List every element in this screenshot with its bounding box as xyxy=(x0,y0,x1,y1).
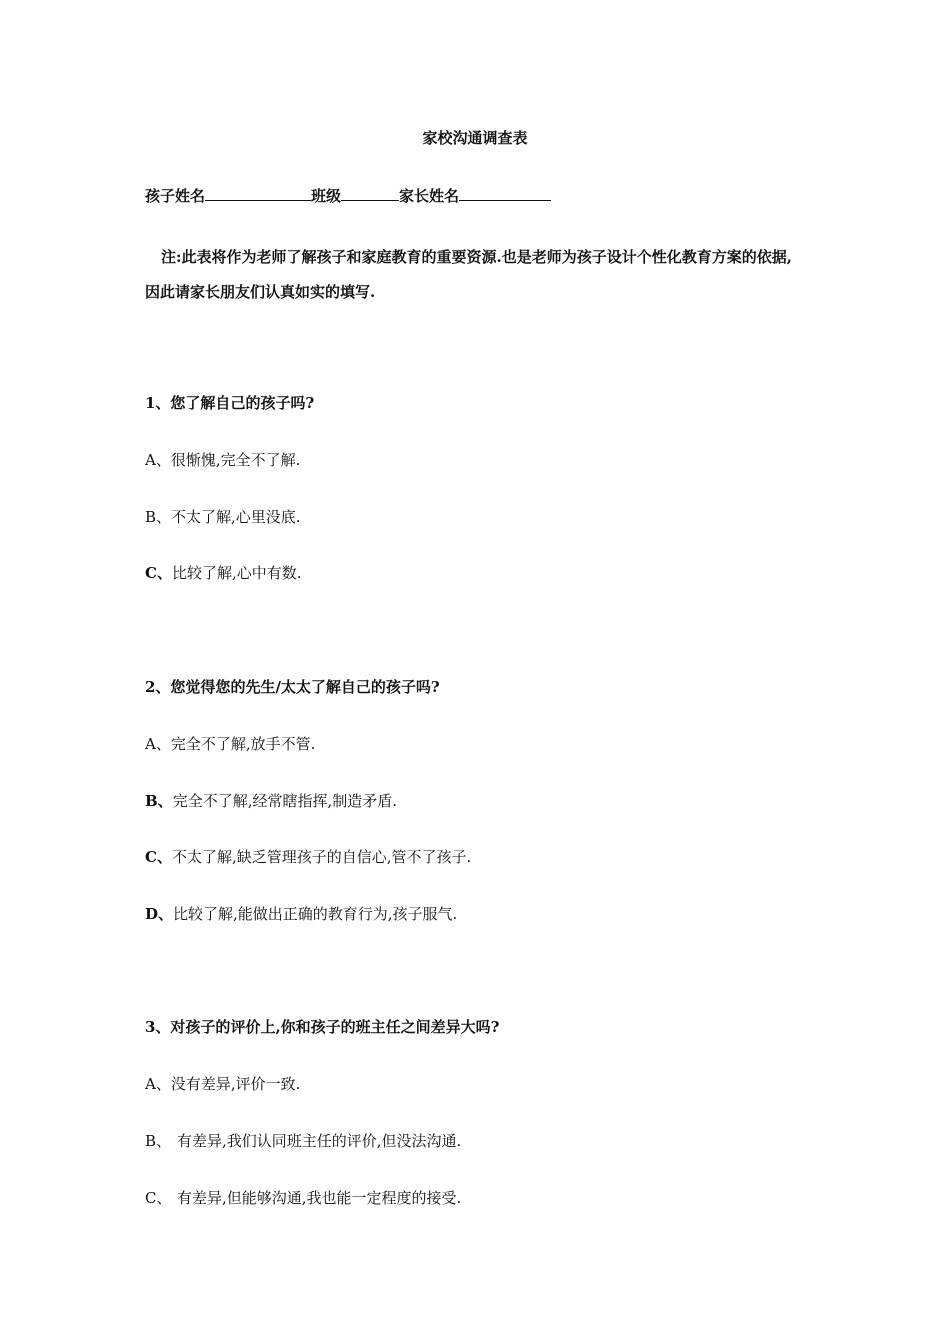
child-name-label: 孩子姓名 xyxy=(145,187,206,205)
option-text: 比较了解,能做出正确的教育行为,孩子服气. xyxy=(173,905,458,923)
option-text: 很惭愧,完全不了解. xyxy=(170,451,301,469)
question-2-option-a[interactable] xyxy=(145,734,315,754)
option-label: A、 xyxy=(145,735,171,753)
option-text: 完全不了解,放手不管. xyxy=(170,735,316,753)
question-2: 2、您觉得您的先生/太太了解自己的孩子吗? xyxy=(145,678,440,696)
option-label: B、 xyxy=(145,792,173,810)
question-3-option-b[interactable] xyxy=(145,1131,461,1151)
question-3-option-c[interactable] xyxy=(145,1188,461,1208)
question-1-option-c[interactable] xyxy=(145,563,302,583)
option-label: C、 xyxy=(145,848,172,866)
option-text: 比较了解,心中有数. xyxy=(171,564,302,582)
option-text: 有差异,我们认同班主任的评价,但没法沟通. xyxy=(177,1132,462,1150)
note-paragraph: 注:此表将作为老师了解孩子和家庭教育的重要资源.也是老师为孩子设计个性化教育方案的依据,因此请家长朋友们认真如实的填写. xyxy=(145,248,792,301)
option-text: 没有差异,评价一致. xyxy=(170,1075,301,1093)
parent-name-blank[interactable] xyxy=(459,185,551,201)
option-label: A、 xyxy=(145,1075,171,1093)
option-label: B、 xyxy=(145,1132,172,1150)
class-blank[interactable] xyxy=(341,185,399,201)
option-label: B、 xyxy=(145,508,172,526)
question-1-option-a[interactable] xyxy=(145,450,300,470)
question-3-option-a[interactable] xyxy=(145,1074,300,1094)
question-2-option-c[interactable] xyxy=(145,847,471,867)
option-label: C、 xyxy=(145,564,172,582)
question-2-option-b[interactable] xyxy=(145,791,397,811)
option-text: 不太了解,心里没底. xyxy=(171,508,301,526)
option-text: 完全不了解,经常瞎指挥,制造矛盾. xyxy=(172,792,397,810)
option-label: D、 xyxy=(145,905,174,923)
parent-name-label: 家长姓名 xyxy=(399,187,460,205)
question-1: 1、您了解自己的孩子吗? xyxy=(145,394,315,412)
page-title: 家校沟通调查表 xyxy=(422,129,528,147)
question-2-option-d[interactable] xyxy=(145,904,457,924)
option-text: 不太了解,缺乏管理孩子的自信心,管不了孩子. xyxy=(171,848,472,866)
form-fields-row xyxy=(145,185,551,206)
option-label: C、 xyxy=(145,1189,172,1207)
question-3: 3、对孩子的评价上,你和孩子的班主任之间差异大吗? xyxy=(145,1018,500,1036)
question-1-option-b[interactable] xyxy=(145,507,301,527)
option-label: A、 xyxy=(145,451,171,469)
child-name-blank[interactable] xyxy=(205,185,311,201)
option-text: 有差异,但能够沟通,我也能一定程度的接受. xyxy=(177,1189,462,1207)
class-label: 班级 xyxy=(311,187,342,205)
